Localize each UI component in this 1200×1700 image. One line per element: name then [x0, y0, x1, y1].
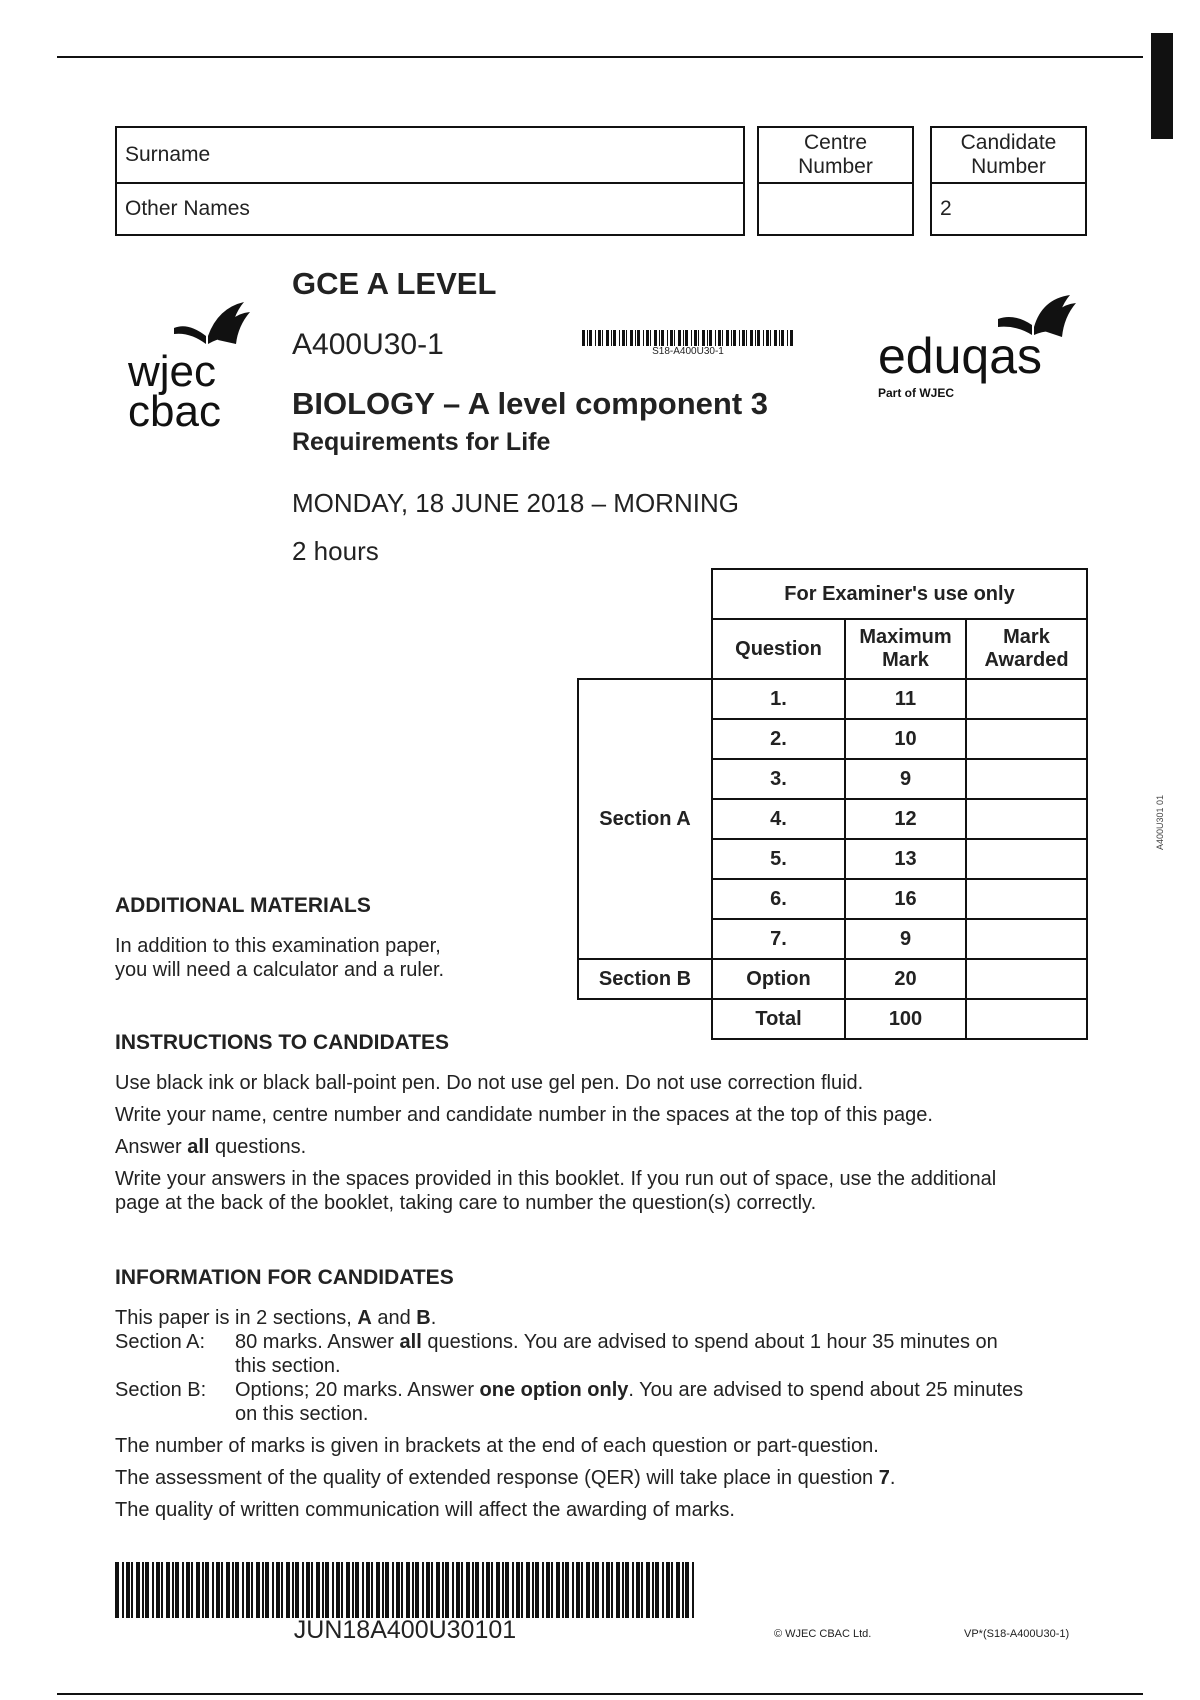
barcode-bar	[486, 1562, 490, 1618]
barcode-bar	[196, 1562, 200, 1618]
svg-text:Part of WJEC: Part of WJEC	[878, 386, 955, 400]
exam-level: GCE A LEVEL	[292, 266, 497, 301]
barcode-bar	[276, 1562, 280, 1618]
candidate-number-value: 2	[940, 197, 952, 220]
mark-awarded-cell[interactable]	[966, 879, 1087, 919]
barcode-bar	[707, 330, 708, 346]
barcode-bar	[646, 330, 649, 346]
barcode-bar	[602, 1562, 604, 1618]
barcode-bar	[562, 1562, 564, 1618]
barcode-bar	[582, 330, 585, 346]
barcode-bar	[136, 1562, 140, 1618]
barcode-bar	[436, 1562, 440, 1618]
barcode-bar	[739, 330, 740, 346]
table-row: 5. 13	[578, 839, 1087, 879]
barcode-bar	[667, 330, 668, 346]
centre-number-box	[757, 126, 914, 236]
barcode-bar	[496, 1562, 500, 1618]
barcode-bar	[781, 330, 784, 346]
instructions-heading: INSTRUCTIONS TO CANDIDATES	[115, 1031, 450, 1054]
barcode-bar	[606, 330, 609, 346]
barcode-bar	[742, 330, 745, 346]
barcode-bar	[366, 1562, 370, 1618]
barcode-bar	[779, 330, 780, 346]
barcode-bar	[632, 1562, 634, 1618]
barcode-bar	[602, 330, 603, 346]
barcode-bar	[715, 330, 716, 346]
barcode-bar	[295, 1562, 299, 1618]
barcode-bar	[306, 1562, 310, 1618]
barcode-bar	[587, 330, 588, 346]
candidate-number-box	[930, 126, 1087, 236]
table-row: Section B Option 20	[578, 959, 1087, 999]
wjec-cbac-logo	[126, 300, 256, 430]
barcode-bar	[332, 1562, 334, 1618]
barcode-bar	[482, 1562, 484, 1618]
barcode-bar	[652, 1562, 654, 1618]
barcode-bar	[336, 1562, 340, 1618]
barcode-bar	[787, 330, 788, 346]
table-row: 2. 10	[578, 719, 1087, 759]
barcode-bar	[472, 1562, 474, 1618]
barcode-bar	[466, 1562, 470, 1618]
barcode-bar	[262, 1562, 264, 1618]
barcode-bar	[542, 1562, 544, 1618]
book-leaves-icon	[126, 300, 256, 430]
barcode-bar	[637, 330, 640, 346]
barcode-bar	[175, 1562, 179, 1618]
table-row: 3. 9	[578, 759, 1087, 799]
barcode-bar	[556, 1562, 560, 1618]
barcode-bar	[691, 330, 692, 346]
barcode-bar	[401, 1562, 403, 1618]
barcode-bar	[616, 1562, 620, 1618]
svg-text:wjec: wjec	[128, 347, 217, 396]
barcode-bar	[655, 1562, 659, 1618]
barcode-bar	[535, 1562, 539, 1618]
barcode-bar	[551, 1562, 553, 1618]
bottom-barcode-text: JUN18A400U30101	[293, 1616, 517, 1644]
instructions-text: Use black ink or black ball-point pen. Do not use gel pen. Do not use correction fluid. Write your name, centre number and candidate number in the spaces at the top of this page. Answer all questions. Write your answers in the spaces provided in this booklet. If you run out of space, use the additional page at the back of the booklet, taking care to number the question(s) correctly.	[115, 1072, 997, 1214]
barcode-bar	[676, 1562, 680, 1618]
barcode-bar	[659, 330, 660, 346]
barcode-bar	[161, 1562, 163, 1618]
barcode-bar	[565, 1562, 569, 1618]
information-heading: INFORMATION FOR CANDIDATES	[115, 1266, 454, 1289]
total-awarded-cell[interactable]	[966, 999, 1087, 1039]
barcode-bar	[726, 330, 729, 346]
barcode-bar	[186, 1562, 190, 1618]
barcode-bar	[346, 1562, 350, 1618]
barcode-bar	[256, 1562, 260, 1618]
exam-subject: BIOLOGY – A level component 3	[292, 386, 769, 421]
barcode-bar	[595, 1562, 599, 1618]
barcode-bar	[613, 330, 616, 346]
surname-field[interactable]	[116, 127, 744, 183]
mark-awarded-cell[interactable]	[966, 759, 1087, 799]
col-question: Question	[712, 619, 845, 679]
barcode-bar	[770, 330, 771, 346]
barcode-bar	[322, 1562, 324, 1618]
barcode-bar	[505, 1562, 509, 1618]
barcode-bar	[731, 330, 732, 346]
barcode-bar	[502, 1562, 504, 1618]
barcode-bar	[272, 1562, 274, 1618]
section-b-label: Section B	[578, 959, 712, 999]
barcode-bar	[702, 330, 705, 346]
barcode-bar	[281, 1562, 283, 1618]
barcode-bar	[641, 1562, 643, 1618]
barcode-bar	[302, 1562, 304, 1618]
barcode-bar	[242, 1562, 244, 1618]
barcode-bar	[156, 1562, 160, 1618]
copyright: © WJEC CBAC Ltd.	[774, 1628, 872, 1640]
barcode-bar	[316, 1562, 320, 1618]
side-vertical-code: A400U301 01	[1155, 794, 1165, 850]
surname-label: Surname	[125, 143, 211, 166]
bottom-rule	[57, 1693, 1143, 1695]
bottom-barcode	[115, 1562, 695, 1618]
barcode-bar	[126, 1562, 130, 1618]
barcode-bar	[521, 1562, 523, 1618]
total-row: Total 100	[578, 999, 1087, 1039]
candidate-number-field[interactable]	[931, 183, 1086, 235]
barcode-bar	[246, 1562, 250, 1618]
centre-number-label: Centre Number	[758, 127, 913, 183]
barcode-bar	[733, 330, 736, 346]
barcode-bar	[678, 330, 681, 346]
barcode-bar	[682, 1562, 684, 1618]
exam-code: A400U30-1	[292, 328, 444, 361]
col-max-mark: Maximum Mark	[845, 619, 966, 679]
barcode-bar	[698, 330, 699, 346]
barcode-bar	[611, 1562, 613, 1618]
eduqas-logo	[878, 295, 1078, 405]
additional-materials-heading: ADDITIONAL MATERIALS	[115, 894, 371, 917]
barcode-bar	[205, 1562, 209, 1618]
barcode-bar	[221, 1562, 223, 1618]
barcode-bar	[461, 1562, 463, 1618]
barcode-bar	[606, 1562, 610, 1618]
barcode-bar	[581, 1562, 583, 1618]
barcode-bar	[232, 1562, 234, 1618]
barcode-bar	[662, 1562, 664, 1618]
barcode-bar	[598, 330, 601, 346]
barcode-bar	[311, 1562, 313, 1618]
barcode-bar	[142, 1562, 144, 1618]
barcode-bar	[546, 1562, 550, 1618]
barcode-bar	[635, 330, 636, 346]
barcode-bar	[774, 330, 777, 346]
barcode-bar	[362, 1562, 364, 1618]
barcode-bar	[122, 1562, 124, 1618]
barcode-bar	[292, 1562, 294, 1618]
barcode-bar	[718, 330, 721, 346]
barcode-bar	[576, 1562, 580, 1618]
barcode-bar	[685, 1562, 689, 1618]
mark-awarded-cell[interactable]	[966, 719, 1087, 759]
barcode-bar	[265, 1562, 269, 1618]
top-barcode-text: S18-A400U30-1	[652, 346, 724, 357]
barcode-bar	[671, 1562, 673, 1618]
barcode-bar	[685, 330, 688, 346]
barcode-bar	[412, 1562, 414, 1618]
barcode-bar	[191, 1562, 193, 1618]
svg-text:cbac: cbac	[128, 387, 221, 430]
barcode-bar	[325, 1562, 329, 1618]
barcode-bar	[619, 330, 620, 346]
barcode-bar	[415, 1562, 419, 1618]
barcode-bar	[526, 1562, 530, 1618]
barcode-bar	[152, 1562, 154, 1618]
barcode-bar	[352, 1562, 354, 1618]
paper-reference: VP*(S18-A400U30-1)	[964, 1628, 1070, 1640]
exam-duration: 2 hours	[292, 536, 379, 566]
barcode-bar	[630, 330, 633, 346]
barcode-bar	[131, 1562, 133, 1618]
barcode-bar	[670, 330, 673, 346]
barcode-bar	[442, 1562, 444, 1618]
barcode-bar	[145, 1562, 149, 1618]
barcode-bar	[516, 1562, 520, 1618]
barcode-bar	[625, 1562, 629, 1618]
barcode-bar	[694, 330, 697, 346]
top-barcode	[582, 330, 794, 346]
barcode-bar	[757, 330, 760, 346]
barcode-bar	[674, 330, 675, 346]
barcode-bar	[456, 1562, 460, 1618]
barcode-bar	[650, 330, 651, 346]
barcode-bar	[622, 1562, 624, 1618]
centre-number-field[interactable]	[758, 183, 913, 235]
exam-subtitle: Requirements for Life	[292, 428, 551, 456]
barcode-bar	[763, 330, 764, 346]
barcode-bar	[766, 330, 769, 346]
mark-awarded-cell[interactable]	[966, 679, 1087, 719]
barcode-bar	[626, 330, 627, 346]
table-row: 7. 9	[578, 919, 1087, 959]
top-rule	[57, 56, 1143, 58]
barcode-bar	[750, 330, 753, 346]
barcode-bar	[251, 1562, 253, 1618]
barcode-bar	[622, 330, 625, 346]
barcode-bar	[426, 1562, 430, 1618]
other-names-label: Other Names	[125, 197, 250, 220]
barcode-bar	[452, 1562, 454, 1618]
other-names-field[interactable]	[116, 183, 744, 235]
barcode-bar	[746, 330, 747, 346]
col-mark-awarded: Mark Awarded	[966, 619, 1087, 679]
eduqas-leaves-icon	[878, 295, 1078, 405]
barcode-bar	[790, 330, 793, 346]
barcode-bar	[392, 1562, 394, 1618]
barcode-bar	[722, 330, 723, 346]
barcode-bar	[643, 330, 644, 346]
barcode-bar	[692, 1562, 694, 1618]
barcode-bar	[166, 1562, 170, 1618]
barcode-bar	[371, 1562, 373, 1618]
barcode-bar	[286, 1562, 290, 1618]
barcode-bar	[475, 1562, 479, 1618]
barcode-bar	[385, 1562, 389, 1618]
mark-awarded-cell[interactable]	[966, 799, 1087, 839]
barcode-bar	[636, 1562, 640, 1618]
barcode-bar	[586, 1562, 590, 1618]
barcode-bar	[382, 1562, 384, 1618]
barcode-bar	[654, 330, 657, 346]
barcode-bar	[595, 330, 596, 346]
barcode-bar	[661, 330, 664, 346]
barcode-bar	[396, 1562, 400, 1618]
information-text: This paper is in 2 sections, A and B. Section A: 80 marks. Answer all questions. You are advised to spend about 1 hour 35 minutes on this section. Section B: Options; 20 marks. Answer one option only. You are advised to spend about 25 minutes on this section. The number of marks is given in brackets at the end of each question or part-question. The assessment of the quality of extended response (QER) will take place in question 7. The quality of written communication will affect the awarding of marks.	[115, 1307, 1024, 1521]
barcode-bar	[532, 1562, 534, 1618]
examiner-table-title: For Examiner's use only	[712, 569, 1087, 619]
barcode-bar	[212, 1562, 214, 1618]
barcode-bar	[422, 1562, 424, 1618]
barcode-bar	[755, 330, 756, 346]
barcode-bar	[592, 1562, 594, 1618]
examiner-use-table	[577, 568, 1088, 1040]
barcode-bar	[431, 1562, 433, 1618]
barcode-bar	[376, 1562, 380, 1618]
section-a-label: Section A	[578, 679, 712, 959]
barcode-bar	[683, 330, 684, 346]
barcode-bar	[172, 1562, 174, 1618]
barcode-bar	[572, 1562, 574, 1618]
candidate-number-label: Candidate Number	[931, 127, 1086, 183]
name-box	[115, 126, 745, 236]
barcode-bar	[182, 1562, 184, 1618]
barcode-bar	[216, 1562, 220, 1618]
side-marker-tab	[1151, 33, 1173, 139]
additional-materials-text: In addition to this examination paper, you will need a calculator and a ruler.	[115, 935, 445, 981]
table-row: 6. 16	[578, 879, 1087, 919]
barcode-bar	[115, 1562, 119, 1618]
barcode-bar	[709, 330, 712, 346]
barcode-bar	[406, 1562, 410, 1618]
barcode-bar	[202, 1562, 204, 1618]
barcode-bar	[512, 1562, 514, 1618]
table-row: 4. 12	[578, 799, 1087, 839]
mark-awarded-cell[interactable]	[966, 839, 1087, 879]
barcode-bar	[355, 1562, 359, 1618]
mark-awarded-cell[interactable]	[966, 919, 1087, 959]
barcode-bar	[646, 1562, 650, 1618]
barcode-bar	[445, 1562, 449, 1618]
barcode-bar	[235, 1562, 239, 1618]
barcode-bar	[341, 1562, 343, 1618]
barcode-bar	[611, 330, 612, 346]
exam-date: MONDAY, 18 JUNE 2018 – MORNING	[292, 488, 739, 518]
barcode-bar	[491, 1562, 493, 1618]
mark-awarded-cell[interactable]	[966, 959, 1087, 999]
table-row: Section A 1. 11	[578, 679, 1087, 719]
barcode-bar	[226, 1562, 230, 1618]
barcode-bar	[666, 1562, 670, 1618]
svg-text:eduqas: eduqas	[878, 328, 1043, 384]
barcode-bar	[589, 330, 592, 346]
